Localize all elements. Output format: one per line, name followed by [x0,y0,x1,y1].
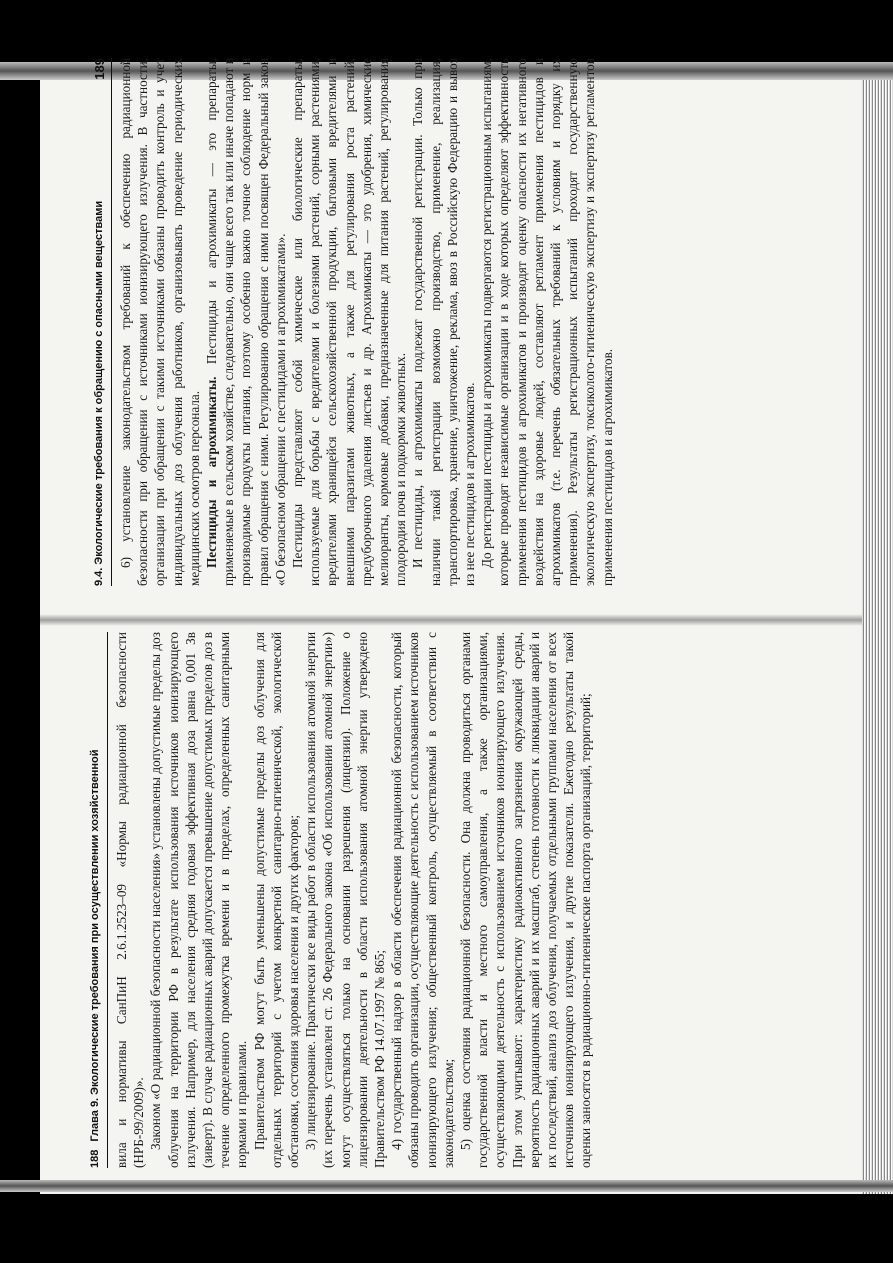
right-running-header [92,58,112,586]
pesticides-paragraph [203,58,289,586]
left-paragraph: 5) оценка состояния радиационной безопасности. Она должна проводиться органами государственной власти и местного самоуправления, а также организациями, осуществляющими деятельность с использованием источников ионизирующего излучения. При этом учитывают: характеристику радиоактивного загрязнения окружающей среды, вероятность радиационных аварий и их масштаб, степень готовности к ликвидации аварий и их последствий, анализ доз облучения, получаемых отдельными группами населения от всех источников ионизирующего излучения, и другие показатели. Ежегодно результаты такой оценки заносятся в радиационно-гигиенические паспорта организаций, территорий; [458,632,594,1168]
scan-edge-bottom [0,1180,893,1192]
left-paragraph: Правительством РФ могут быть уменьшены допустимые пределы доз облучения для отдельных территорий с учетом конкретной санитарно-гигиенической, экологической обстановки, состояния здоровья населения и других факторов; [251,632,302,1168]
page-edges [862,62,893,1194]
right-paragraph: 6) установление законодательством требований к обеспечению радиационной безопасности при обращении с источниками ионизирующего излучения. В частности, организации при обращении с такими источниками обязаны проводить контроль и учет индивидуальных доз облучения работников, организовывать проведение периодических медицинских осмотров персонала. [118,58,202,586]
page-number-189: 189 [92,58,108,80]
left-paragraph: Законом «О радиационной безопасности населения» установлены допустимые пределы доз облучения на территории РФ в результате использования источников ионизирующего излучения. Например, для населения средняя годовая эффективная доза равна 0,001 Зв (зиверт). В случае радиационных аварий допускается превышение допустимых пределов доз в течение определенного промежутка времени и в пределах, определенных санитарными нормами и правилами. [148,632,250,1168]
left-running-header [88,632,108,1168]
left-page-column [88,632,828,1168]
right-paragraph: До регистрации пестициды и агрохимикаты подвергаются регистрационным испытаниям, которые проводят независимые организации и в ходе которых определяют эффективность применения пестицидов и агрохимикатов и производят оценку опасности их негативного воздействия на здоровье людей, составляют регламент применения пестицидов и агрохимикатов (т.е. перечень обязательных требований к условиям и порядку их применения). Результаты регистрационных испытаний проходят государственную экологическую экспертизу, токсиколого-гигиеническую экспертизу и экспертизу регламентов применения пестицидов и агрохимикатов. [479,58,615,586]
section-heading-pesticides: Пестициды и агрохимикаты. [204,376,220,568]
right-paragraph: И пестициды, и агрохимикаты подлежат государственной регистрации. Только при наличии такой регистрации возможно производство, применение, реализация, транспортировка, хранение, уничтожение, реклама, ввоз в Российскую Федерацию и вывоз из нее пестицидов и агрохимикатов. [410,58,478,586]
left-paragraph: 4) государственный надзор в области обеспечения радиационной безопасности, который обязаны проводить организации, осуществляющие деятельность с использованием источников ионизирующего излучения; общественный контроль, осуществляемый в соответствии с законодательством; [389,632,456,1168]
right-page-column [92,58,816,586]
page-number-188: 188 [89,1149,102,1168]
right-running-head: 9.4. Экологические требования к обращению с опасными веществами [93,200,106,586]
left-running-head: Глава 9. Экологические требования при осуществлении хозяйственной [89,749,102,1142]
right-paragraph: Пестициды представляют собой химические или биологические препараты, используемые для борьбы с вредителями и болезнями растений, сорными растениями, вредителями хранящейся сельскохозяйственной продукции, бытовыми вредителями и внешними паразитами животных, а также для регулирования роста растений, предуборочного удаления листьев и др. Агрохимикаты — это удобрения, химические мелиоранты, кормовые добавки, предназначенные для питания растений, регулирования плодородия почв и подкормки животных. [290,58,409,586]
left-paragraph: вила и нормативы СанПиН 2.6.1.2523–09 «Нормы радиационной безопасности (НРБ-99/2009)». [114,632,147,1168]
pesticides-intro: Пестициды и агрохимикаты — это препараты, применяемые в сельском хозяйстве, следовательно, они чаще всего так или иначе попадают в производимые продукты питания, поэтому особенно важно точное соблюдение норм и правил обращения с ними. Регулированию обращения с ними посвящен Федеральный закон «О безопасном обращении с пестицидами и агрохимикатами». [204,58,288,586]
book-gutter [40,614,862,626]
left-paragraph: 3) лицензирование. Практически все виды работ в области использования атомной энергии (их перечень установлен ст. 26 Федерального закона «Об использовании атомной энергии») могут осуществляться только на основании разрешения (лицензии). Положение о лицензировании деятельности в области использования атомной энергии утверждено Правительством РФ 14.07.1997 № 865; [303,632,388,1168]
